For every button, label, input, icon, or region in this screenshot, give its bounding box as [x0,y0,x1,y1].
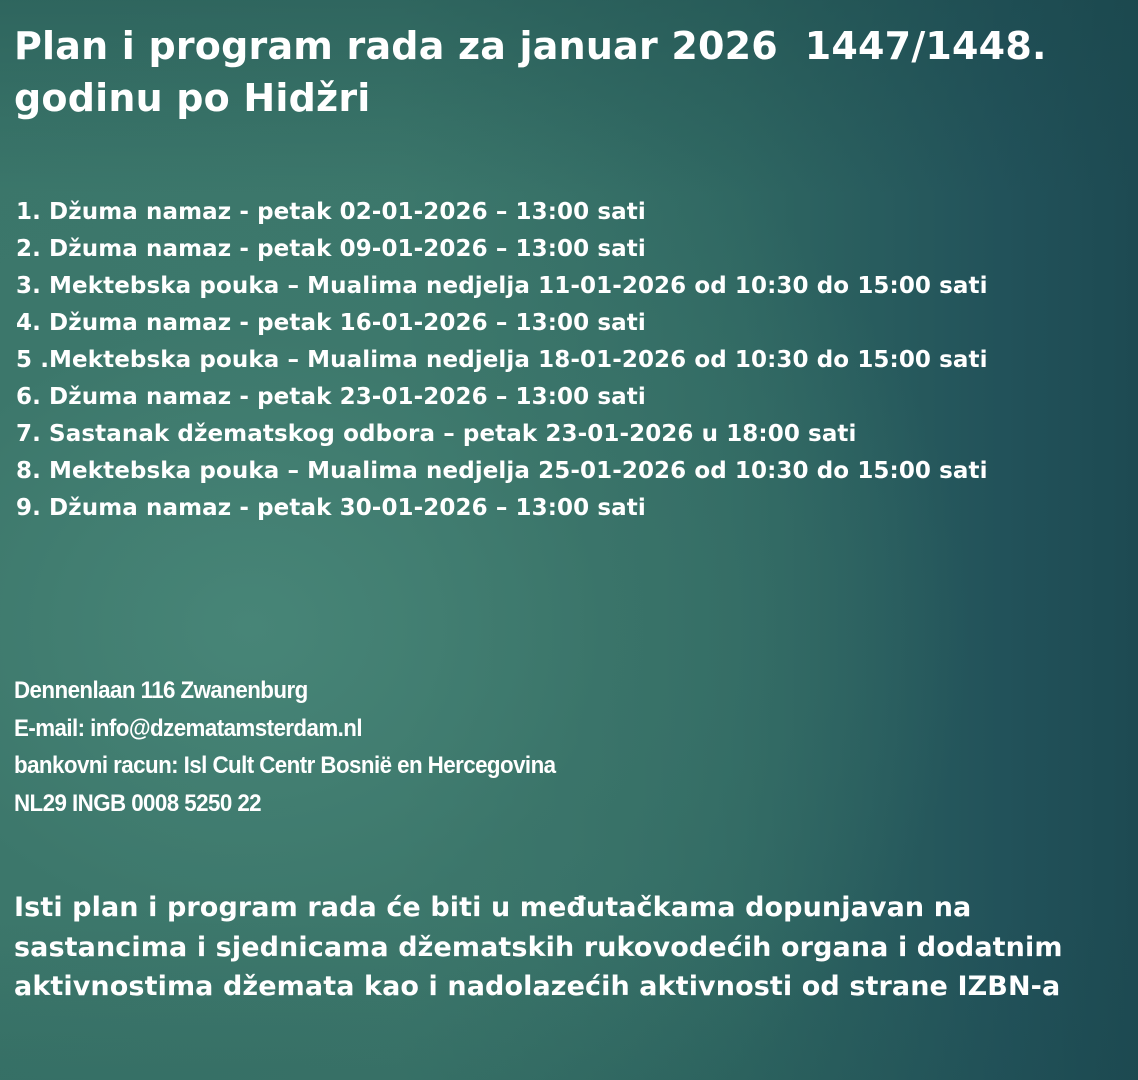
schedule-item: 4. Džuma namaz - petak 16-01-2026 – 13:00 sati [16,310,646,336]
schedule-item: 1. Džuma namaz - petak 02-01-2026 – 13:00 sati [16,199,646,225]
schedule-item: 5 .Mektebska pouka – Mualima nedjelja 18-01-2026 od 10:30 do 15:00 sati [16,347,988,373]
address: Dennenlaan 116 Zwanenburg [14,677,308,704]
bank-account-name: bankovni racun: Isl Cult Centr Bosnië en Hercegovina [14,752,556,779]
schedule-item: 6. Džuma namaz - petak 23-01-2026 – 13:00 sati [16,384,646,410]
closing-note: Isti plan i program rada će biti u međutačkama dopunjavan na sastancima i sjednicama džematskih rukovodećih organa i dodatnim aktivnostima džemata kao i nadolazećih aktivnosti od strane IZBN-a [14,892,1063,1002]
schedule-item: 3. Mektebska pouka – Mualima nedjelja 11-01-2026 od 10:30 do 15:00 sati [16,273,988,299]
schedule-item: 9. Džuma namaz - petak 30-01-2026 – 13:00 sati [16,495,646,521]
schedule-item: 2. Džuma namaz - petak 09-01-2026 – 13:00 sati [16,236,646,262]
schedule-item: 8. Mektebska pouka – Mualima nedjelja 25-01-2026 od 10:30 do 15:00 sati [16,458,988,484]
title-line-2: godinu po Hidžri [14,76,371,120]
contact-block [14,672,596,822]
title-line-1: Plan i program rada za januar 2026 1447/1448. [14,24,1047,68]
page-title [14,20,1134,124]
schedule-list [16,194,988,527]
email: E-mail: info@dzematamsterdam.nl [14,714,363,742]
schedule-item: 7. Sastanak džematskog odbora – petak 23-01-2026 u 18:00 sati [16,421,857,447]
iban: NL29 INGB 0008 5250 22 [14,789,262,817]
